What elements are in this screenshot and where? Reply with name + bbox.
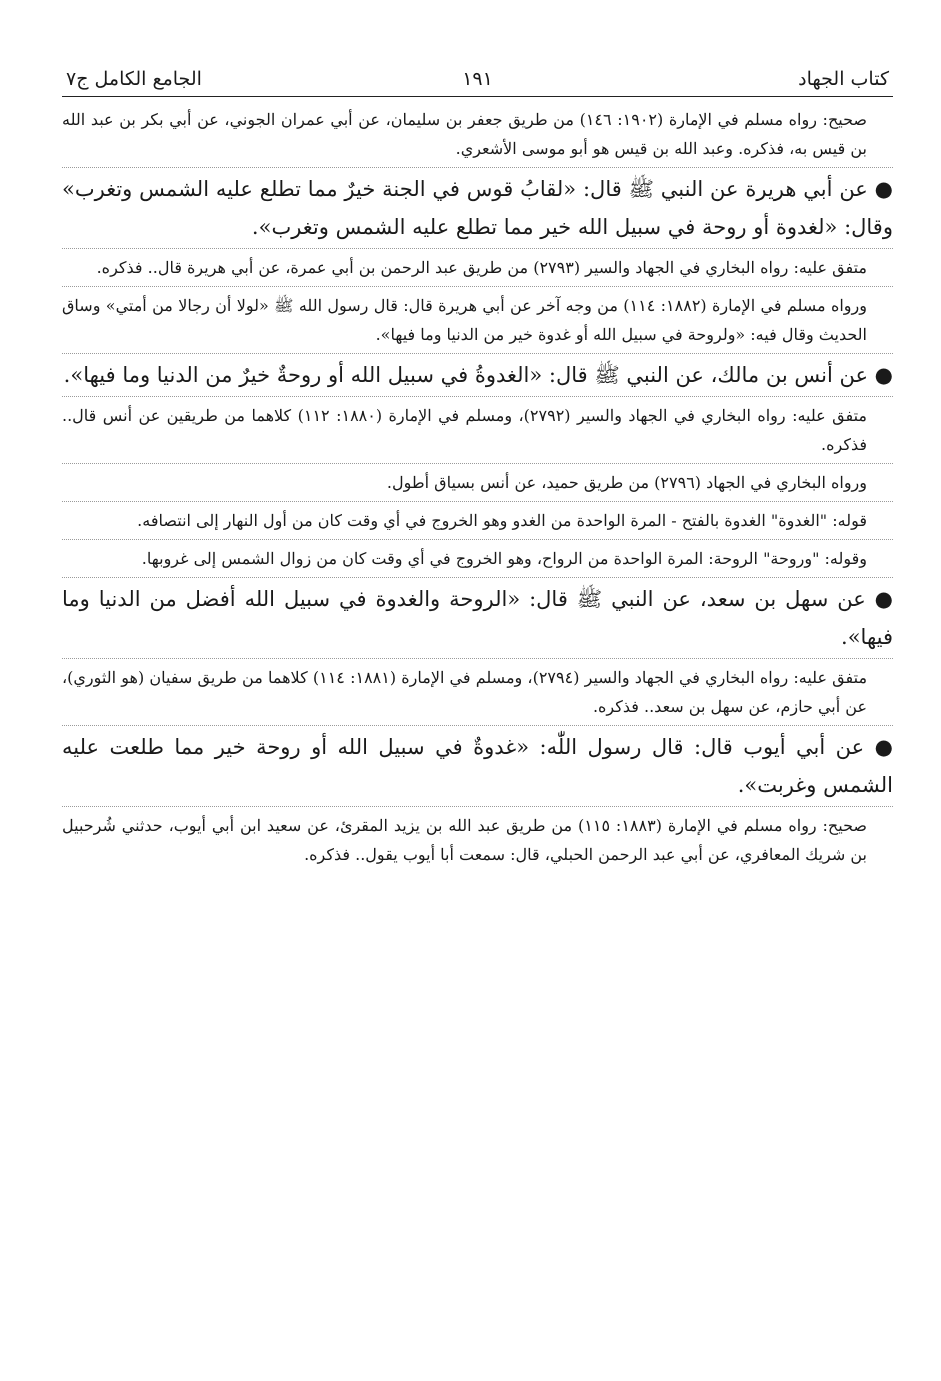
page-number: ١٩١: [462, 68, 493, 90]
book-page: [62, 60, 893, 1361]
volume-title: الجامع الكامل ج٧: [66, 68, 202, 90]
page-body: [62, 101, 893, 873]
book-title: كتاب الجهاد: [798, 68, 889, 90]
takhrij-note: ورواه مسلم في الإمارة (١٨٨٢: ١١٤) من وجه آخر عن أبي هريرة قال: قال رسول الله ﷺ «لولا أن رجالا من أمتي» وساق الحديث وقال فيه: «ولروحة في سبيل الله أو غدوة خير من الدنيا وما فيها».: [62, 296, 867, 344]
hadith-text: ● عن أبي أيوب قال: قال رسول اللّٰه: «غدوةٌ في سبيل الله أو روحة خير مما طلعت عليه الشمس وغربت».: [62, 735, 893, 797]
running-header: [62, 60, 893, 97]
takhrij-note: متفق عليه: رواه البخاري في الجهاد والسير (٢٧٩٤)، ومسلم في الإمارة (١٨٨١: ١١٤) كلاهما من طريق سفيان (هو الثوري)، عن أبي حازم، عن سهل بن سعد.. فذكره.: [62, 668, 868, 716]
takhrij-note: متفق عليه: رواه البخاري في الجهاد والسير (٢٧٩٣) من طريق عبد الرحمن بن أبي عمرة، عن أبي هريرة قال.. فذكره.: [96, 258, 867, 277]
explanation-note: وقوله: "وروحة" الروحة: المرة الواحدة من الرواح، وهو الخروج في أي وقت كان من زوال الشمس إلى غروبها.: [141, 549, 867, 568]
takhrij-note: صحيح: رواه مسلم في الإمارة (١٩٠٢: ١٤٦) من طريق جعفر بن سليمان، عن أبي عمران الجوني، عن أبي بكر بن عبد الله بن قيس به، فذكره. وعبد الله بن قيس هو أبو موسى الأشعري.: [62, 110, 868, 158]
hadith-text: ● عن أنس بن مالك، عن النبي ﷺ قال: «الغدوةُ في سبيل الله أو روحةٌ خيرٌ من الدنيا وما فيها».: [63, 363, 893, 387]
takhrij-note: متفق عليه: رواه البخاري في الجهاد والسير (٢٧٩٢)، ومسلم في الإمارة (١٨٨٠: ١١٢) كلاهما من طريقين عن أنس قال.. فذكره.: [62, 406, 867, 454]
hadith-text: ● عن سهل بن سعد، عن النبي ﷺ قال: «الروحة والغدوة في سبيل الله أفضل من الدنيا وما فيها».: [62, 587, 893, 649]
hadith-text: ● عن أبي هريرة عن النبي ﷺ قال: «لقابُ قوس في الجنة خيرٌ مما تطلع عليه الشمس وتغرب» وقال: «لغدوة أو روحة في سبيل الله خير مما تطلع عليه الشمس وتغرب».: [62, 177, 893, 239]
takhrij-note: ورواه البخاري في الجهاد (٢٧٩٦) من طريق حميد، عن أنس بسياق أطول.: [386, 473, 867, 492]
explanation-note: قوله: "الغدوة" الغدوة بالفتح - المرة الواحدة من الغدو وهو الخروج في أي وقت كان من أول النهار إلى انتصافه.: [137, 511, 867, 530]
takhrij-note: صحيح: رواه مسلم في الإمارة (١٨٨٣: ١١٥) من طريق عبد الله بن يزيد المقرئ، عن سعيد ابن أبي أيوب، حدثني شُرحبيل بن شريك المعافري، عن أبي عبد الرحمن الحبلي، قال: سمعت أبا أيوب يقول.. فذكره.: [62, 816, 867, 864]
